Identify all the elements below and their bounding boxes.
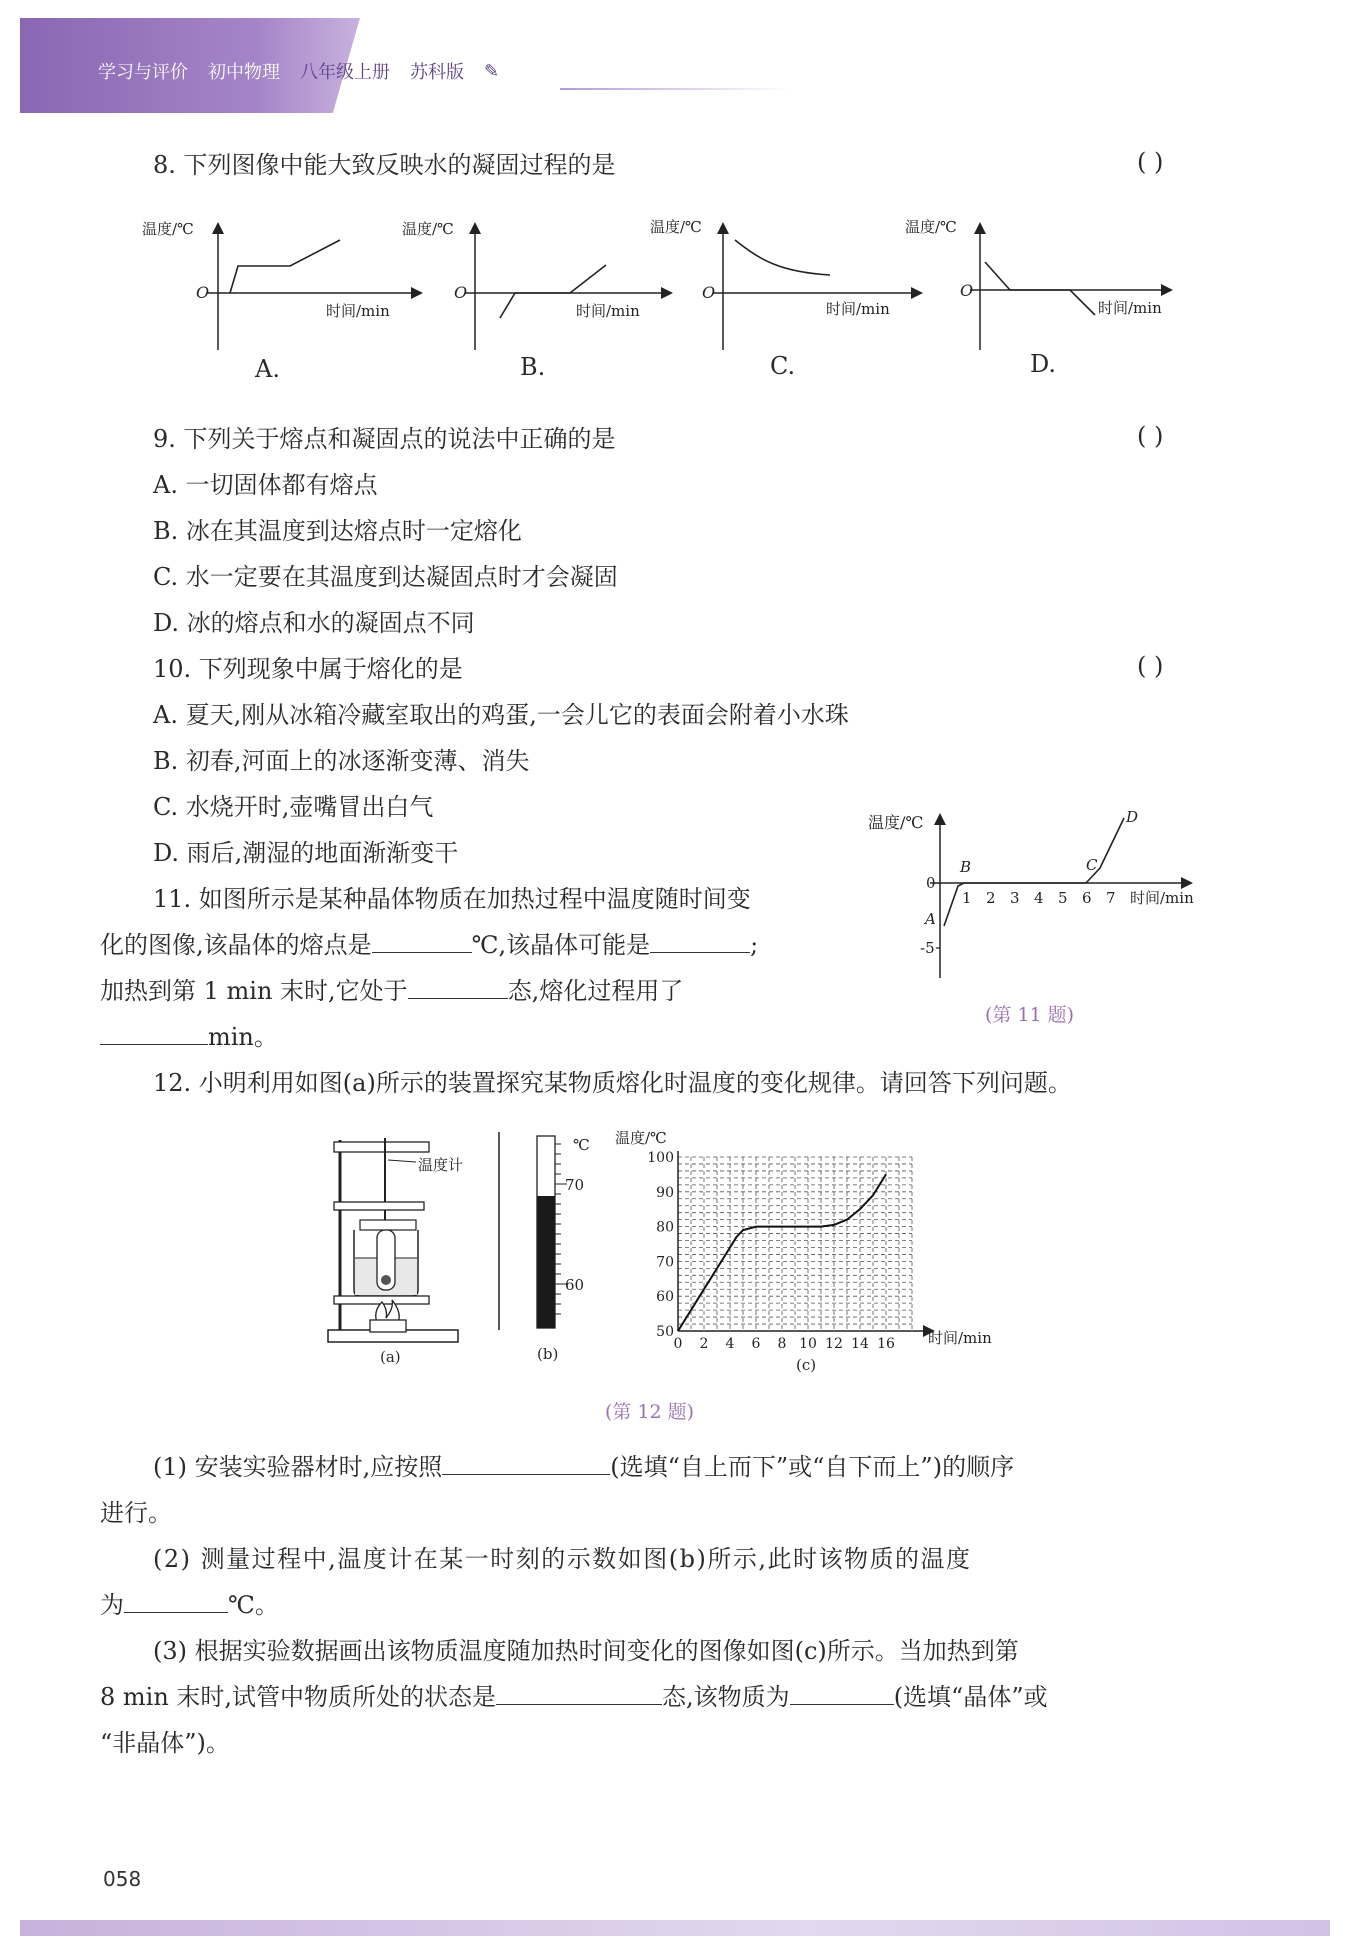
q11-caption: (第 11 题) [985,1004,1075,1026]
q12-p1-line2: 进行。 [100,1499,172,1527]
q12-blank-state[interactable] [496,1682,662,1705]
svg-text:温度/℃: 温度/℃ [905,218,957,236]
svg-text:5: 5 [1058,889,1068,907]
q11-ylabel: 温度/℃ [868,813,924,832]
q9-option-c[interactable]: C. 水一定要在其温度到达凝固点时才会凝固 [153,563,618,591]
q11-line4: min。 [100,1020,278,1054]
q11-neg-tick: -5 [920,939,935,957]
q12-p3-line2: 8 min 末时,试管中物质所处的状态是 态,该物质为 (选填“晶体”或 [100,1683,1048,1711]
header-grade: 八年级上册 [300,62,390,83]
q9-option-d[interactable]: D. 冰的熔点和水的凝固点不同 [153,609,475,637]
q9-option-b[interactable]: B. 冰在其温度到达熔点时一定熔化 [153,517,522,545]
q12-p3-line3: “非晶体”)。 [100,1729,230,1757]
q12-a-sublabel: (a) [380,1348,401,1366]
svg-text:1: 1 [962,889,972,907]
q8-option-d-label[interactable]: D. [1030,350,1057,378]
svg-text:3: 3 [1010,889,1020,907]
q11-point-a: A [925,910,936,928]
q11-origin: 0 [926,874,936,892]
pencil-icon: ✎ [484,60,500,82]
header-series: 学习与评价 [98,62,188,83]
x-tick-label: 2 [699,1336,709,1352]
q12-figure-b-thermometer [495,1130,605,1340]
q12-figure-c-chart [610,1125,1010,1375]
svg-text:时间/min: 时间/min [826,300,890,318]
x-tick-label: 14 [851,1336,869,1352]
q12-b-unit: ℃ [573,1136,590,1154]
q10-answer-paren[interactable]: ( ) [1137,652,1164,680]
q12-c-sublabel: (c) [796,1356,817,1374]
q11-xlabel: 时间/min [1130,889,1194,907]
q11-point-b: B [960,858,972,876]
q12-p2-line2: 为 ℃。 [100,1591,279,1619]
q8-option-a-label[interactable]: A. [255,355,280,383]
y-tick-label: 80 [656,1219,674,1236]
q8-graph-d [905,218,1170,350]
q12-blank-order[interactable] [442,1452,610,1475]
q8-answer-paren[interactable]: ( ) [1137,148,1164,176]
svg-text:O: O [960,281,974,300]
q12-stem: 12. 小明利用如图(a)所示的装置探究某物质熔化时温度的变化规律。请回答下列问题。 [153,1069,1072,1097]
q9-stem: 9. 下列关于熔点和凝固点的说法中正确的是 [153,425,616,453]
y-tick-label: 70 [656,1254,674,1271]
chart-ylabel: 温度/℃ [615,1129,667,1147]
q12-figure-a-apparatus [320,1130,480,1370]
svg-text:O: O [196,283,210,302]
x-tick-label: 10 [799,1336,817,1352]
q11-point-d: D [1126,808,1139,826]
q10-stem: 10. 下列现象中属于熔化的是 [153,655,463,683]
page-header [20,18,1330,113]
svg-text:时间/min: 时间/min [1098,299,1162,317]
page-number: 058 [103,1867,142,1891]
svg-text:时间/min: 时间/min [576,302,640,320]
q9-answer-paren[interactable]: ( ) [1137,422,1164,450]
svg-text:时间/min: 时间/min [326,302,390,320]
header-text [98,58,499,84]
svg-text:O: O [702,283,716,302]
q12-blank-crystal-type[interactable] [790,1682,894,1705]
q11-graph [860,808,1220,988]
q12-p2-line1: (2) 测量过程中,温度计在某一时刻的示数如图(b)所示,此时该物质的温度 [153,1545,972,1573]
q10-option-c[interactable]: C. 水烧开时,壶嘴冒出白气 [153,793,434,821]
q11-line2: 化的图像,该晶体的熔点是 ℃,该晶体可能是 ; [100,931,759,959]
q12-b-tick-70: 70 [565,1176,585,1194]
q8-stem: 8. 下列图像中能大致反映水的凝固过程的是 [153,151,616,179]
footer-bar [20,1920,1330,1936]
q8-graph-b [402,220,670,350]
svg-text:6: 6 [1082,889,1092,907]
y-tick-label: 60 [656,1289,674,1306]
svg-text:温度/℃: 温度/℃ [650,218,702,236]
svg-text:O: O [454,283,468,302]
q12-caption: (第 12 题) [605,1401,695,1423]
q11-point-c: C [1086,856,1098,874]
header-decor-line [560,88,790,90]
chart-xlabel: 时间/min [928,1329,992,1347]
q8-option-c-label[interactable]: C. [770,352,796,380]
q11-blank-melting-point[interactable] [372,930,472,953]
q12-p3-line1: (3) 根据实验数据画出该物质温度随加热时间变化的图像如图(c)所示。当加热到第 [153,1637,1019,1665]
x-tick-label: 16 [877,1336,895,1352]
q10-option-d[interactable]: D. 雨后,潮湿的地面渐渐变干 [153,839,459,867]
x-tick-label: 12 [825,1336,843,1352]
q8-a-ylabel: 温度/℃ [142,220,194,238]
q11-x-ticks [962,889,1116,907]
q11-blank-substance[interactable] [650,930,750,953]
svg-text:4: 4 [1034,889,1044,907]
q11-blank-duration[interactable] [100,1022,208,1045]
y-tick-label: 100 [647,1150,674,1166]
q12-p1-line1: (1) 安装实验器材时,应按照 (选填“自上而下”或“自下而上”)的顺序 [153,1453,1015,1481]
q9-option-a[interactable]: A. 一切固体都有熔点 [153,471,378,499]
q12-b-sublabel: (b) [537,1345,559,1363]
q8-option-b-label[interactable]: B. [520,353,546,381]
q11-line3: 加热到第 1 min 末时,它处于 态,熔化过程用了 [100,977,684,1005]
y-tick-label: 90 [656,1184,674,1201]
x-tick-label: 8 [777,1336,787,1352]
q12-blank-temperature[interactable] [124,1590,228,1613]
x-tick-label: 6 [751,1336,761,1352]
chart-grid [678,1157,912,1331]
svg-text:7: 7 [1106,889,1116,907]
header-subject: 初中物理 [208,62,280,83]
q11-line1: 11. 如图所示是某种晶体物质在加热过程中温度随时间变 [153,885,751,913]
header-edition: 苏科版 [410,62,464,83]
svg-text:温度/℃: 温度/℃ [402,220,454,238]
x-tick-label: 4 [725,1336,735,1352]
q10-option-b[interactable]: B. 初春,河面上的冰逐渐变薄、消失 [153,747,530,775]
q11-blank-state[interactable] [408,976,508,999]
y-tick-label: 50 [656,1324,674,1340]
x-tick-label: 0 [673,1336,683,1352]
q10-option-a[interactable]: A. 夏天,刚从冰箱冷藏室取出的鸡蛋,一会儿它的表面会附着小水珠 [153,701,849,729]
q8-graph-c [650,218,920,350]
svg-text:2: 2 [986,889,996,907]
q8-graph-a [142,220,420,350]
q12-a-thermometer-label: 温度计 [418,1156,464,1174]
q12-b-tick-60: 60 [565,1276,585,1294]
